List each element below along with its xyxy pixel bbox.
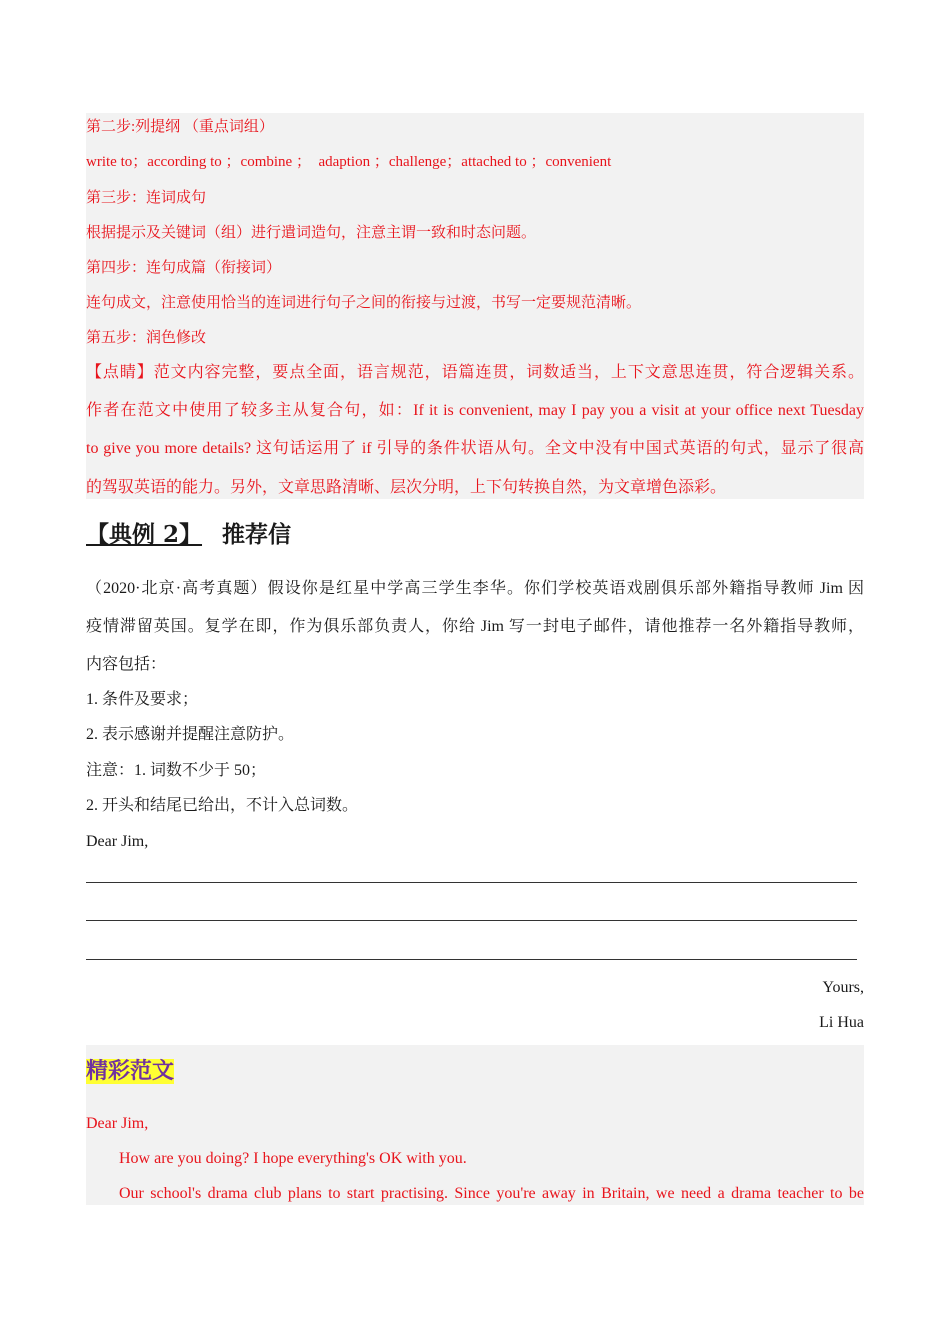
answer-line-2[interactable]: [86, 920, 857, 921]
letter-signature: Li Hua: [819, 1014, 864, 1031]
step2-words: write to；according to ；combine ； adaption ；challenge；attached to ；convenient: [86, 154, 612, 170]
step2-title: 第二步:列提纲 （重点词组）: [86, 119, 274, 135]
prompt-line-1: （2020·北京·高考真题）假设你是红星中学高三学生李华。你们学校英语戏剧俱乐部外籍指导教师 Jim 因: [86, 580, 864, 597]
answer-line-1[interactable]: [86, 882, 857, 883]
example-heading-title: 推荐信: [222, 521, 292, 548]
comment-line-3: to give you more details? 这句话运用了 if 引导的条件状语从句。全文中没有中国式英语的句式，显示了很高: [86, 440, 864, 457]
comment-line-2: 作者在范文中使用了较多主从复合句，如：If it is convenient, may I pay you a visit at your office next Tuesday: [86, 402, 864, 419]
note-1: 注意：1. 词数不少于 50；: [86, 762, 267, 779]
step5-title: 第五步：润色修改: [86, 330, 207, 346]
model-salutation: Dear Jim,: [86, 1115, 149, 1132]
requirement-2: 2. 表示感谢并提醒注意防护。: [86, 726, 295, 743]
requirement-1: 1. 条件及要求；: [86, 691, 199, 708]
example-heading: [86, 520, 291, 550]
step4-title: 第四步：连句成篇（衔接词）: [86, 260, 282, 276]
model-essay-box: [86, 1045, 864, 1205]
letter-salutation: Dear Jim,: [86, 833, 149, 850]
prompt-line-2: 疫情滞留英国。复学在即，作为俱乐部负责人，你给 Jim 写一封电子邮件，请他推荐一名外籍指导教师，: [86, 618, 864, 635]
answer-line-3[interactable]: [86, 959, 857, 960]
example-heading-label: 【典例 2】: [86, 521, 203, 548]
comment-line-4: 的驾驭英语的能力。另外，文章思路清晰、层次分明，上下句转换自然，为文章增色添彩。: [86, 479, 727, 496]
model-essay-title-text: 精彩范文: [86, 1059, 175, 1084]
step3-text: 根据提示及关键词（组）进行遣词造句，注意主谓一致和时态问题。: [86, 225, 537, 241]
note-2: 2. 开头和结尾已给出，不计入总词数。: [86, 797, 359, 814]
letter-closing: Yours,: [822, 979, 864, 996]
model-essay-title: [86, 1056, 174, 1087]
step4-text: 连句成文，注意使用恰当的连词进行句子之间的衔接与过渡，书写一定要规范清晰。: [86, 295, 642, 311]
prompt-line-3: 内容包括：: [86, 656, 167, 673]
step3-title: 第三步：连词成句: [86, 190, 207, 206]
comment-line-1: 【点睛】范文内容完整，要点全面，语言规范，语篇连贯，词数适当，上下文意思连贯，符合逻辑关系。: [86, 364, 864, 381]
model-paragraph-1: How are you doing? I hope everything's OK with you.: [119, 1150, 467, 1167]
model-paragraph-2: Our school's drama club plans to start practising. Since you're away in Britain, we need a drama teacher to be: [119, 1185, 864, 1202]
